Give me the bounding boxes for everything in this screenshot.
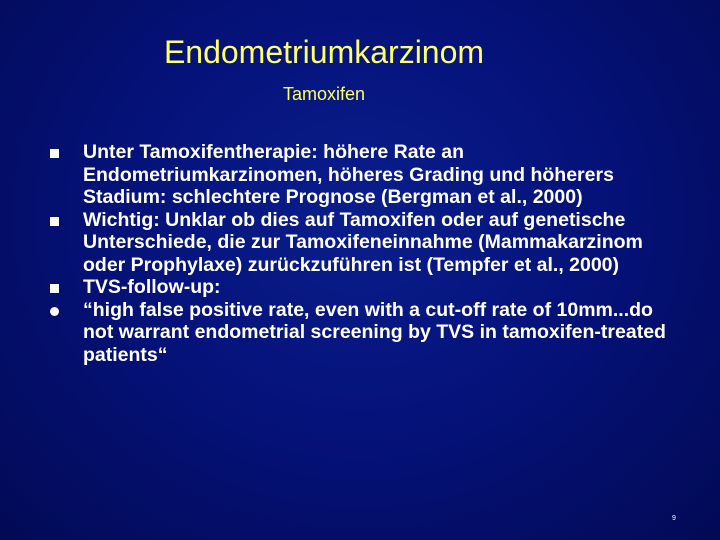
slide-subtitle: Tamoxifen [282,84,366,104]
slide-title: Endometriumkarzinom [163,34,485,70]
square-bullet-icon [50,284,59,293]
bullet-text: Unter Tamoxifentherapie: höhere Rate an Endometriumkarzinomen, höheres Grading und höherers Stadium: schlechtere Prognose (Bergman et al., 2000) [83,141,614,208]
bullet-item [50,141,670,209]
square-bullet-icon [50,149,59,158]
bullet-text: “high false positive rate, even with a cut-off rate of 10mm...do not warrant endometrial screening by TVS in tamoxifen-treated patients“ [83,298,666,366]
page-number: 9 [672,515,676,522]
bullet-list [50,141,670,366]
square-bullet-icon [50,217,59,226]
bullet-text: TVS-follow-up: [83,276,221,298]
bullet-item [50,209,670,277]
bullet-item [50,299,670,367]
round-bullet-icon [50,307,59,316]
bullet-text: Wichtig: Unklar ob dies auf Tamoxifen oder auf genetische Unterschiede, die zur Tamoxifeneinnahme (Mammakarzinom oder Prophylaxe) zurückzuführen ist (Tempfer et al., 2000) [83,208,643,276]
bullet-item [50,276,670,299]
